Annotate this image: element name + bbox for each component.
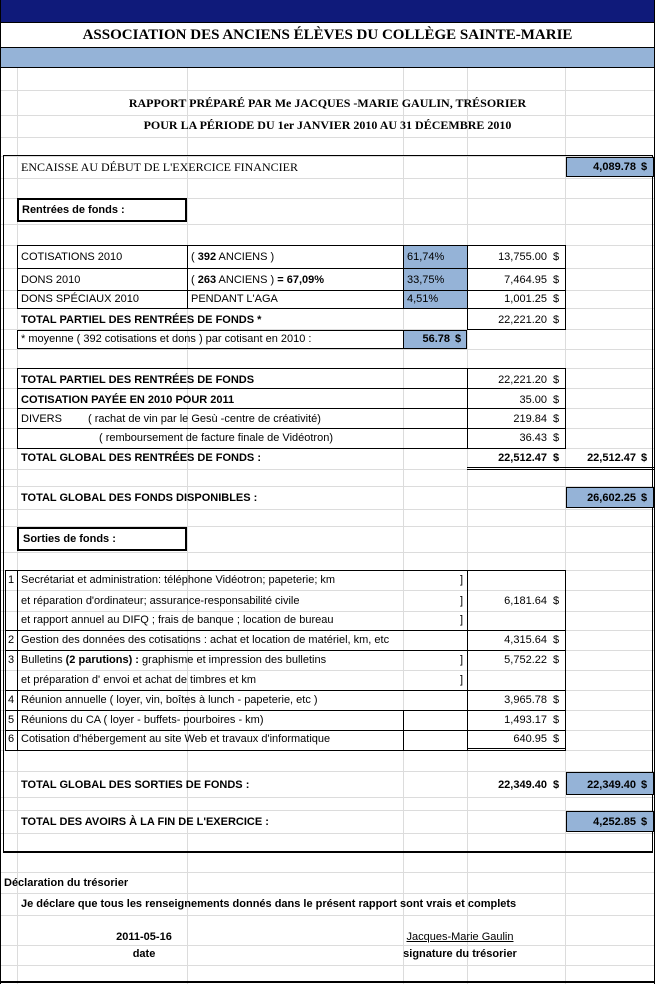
report-line-2: POUR LA PÉRIODE DU 1er JANVIER 2010 AU 31 DÉCEMBRE 2010 [143,118,512,132]
income-currency: $ [553,293,560,305]
expense-amount: 6,181.64 [504,595,547,607]
expense-text: et préparation d' envoi et achat de timbres et km [21,674,257,686]
income-label: DONS 2010 [21,274,81,286]
expense-number: 2 [8,634,15,646]
expense-number: 6 [8,733,15,745]
declaration-date-label: date [132,948,156,960]
available-label: TOTAL GLOBAL DES FONDS DISPONIBLES : [21,492,258,504]
expense-amount: 3,965.78 [504,694,547,706]
expense-text: et réparation d'ordinateur; assurance-responsabilité civile [21,595,300,607]
detail-pre: PENDANT L'AGA [191,293,278,305]
partial-total2-amount: 22,221.20 [498,374,547,386]
detail-bold: 392 [197,251,217,263]
income-global-currency: $ [553,452,560,464]
partial-total-amount: 22,221.20 [498,314,547,326]
income-detail [191,251,274,263]
income-global-label: TOTAL GLOBAL DES RENTRÉES DE FONDS : [21,452,261,464]
average-label: * moyenne ( 392 cotisations et dons ) par cotisant en 2010 : [21,333,312,345]
declaration-date: 2011-05-16 [116,931,172,943]
expense-bracket: ] [460,595,464,607]
expense-currency: $ [553,595,560,607]
expense-text: Gestion des données des cotisations : achat et location de matériel, km, etc [21,634,390,646]
cotisation-amount: 35.00 [519,394,547,406]
expense-amount: 4,315.64 [504,634,547,646]
expense-text: et rapport annuel au DIFQ ; frais de banque ; location de bureau [21,614,334,626]
expense-bracket: ] [460,574,464,586]
partial-total2-currency: $ [553,374,560,386]
expense-amount: 5,752.22 [504,654,547,666]
opening-amount: 4,089.78 [593,161,636,173]
expense-global-label: TOTAL GLOBAL DES SORTIES DE FONDS : [21,779,250,791]
divers-amount-2: 36.43 [519,432,547,444]
opening-label: ENCAISSE AU DÉBUT DE L'EXERCICE FINANCIER [21,160,298,174]
expense-bracket: ] [460,674,464,686]
income-global-amount: 22,512.47 [498,452,547,464]
expense-text: Réunions du CA ( loyer - buffets- pourboires - km) [21,714,264,726]
expense-text-pre: Bulletins [21,654,66,666]
expense-text: Cotisation d'hébergement au site Web et travaux d'informatique [21,733,331,745]
detail-extra: = 67,09% [274,274,325,286]
income-detail [191,274,324,286]
expense-global-currency-right: $ [641,779,648,791]
expense-currency: $ [553,654,560,666]
partial-total-currency: $ [553,314,560,326]
closing-currency: $ [641,816,648,828]
divers-amount-1: 219.84 [513,413,547,425]
available-amount: 26,602.25 [587,492,636,504]
opening-currency: $ [641,161,648,173]
available-currency: $ [641,492,648,504]
income-pct: 33,75% [407,274,445,286]
signature-label: signature du trésorier [403,948,517,960]
income-amount: 1,001.25 [504,293,547,305]
expense-amount: 1,493.17 [504,714,547,726]
expense-text: Réunion annuelle ( loyer, vin, boîtes à lunch - papeterie, etc ) [21,694,318,706]
income-label: DONS SPÉCIAUX 2010 [21,293,139,305]
report-line-1: RAPPORT PRÉPARÉ PAR Me JACQUES -MARIE GAULIN, TRÉSORIER [128,96,527,110]
expense-currency: $ [553,714,560,726]
expense-bracket: ] [460,654,464,666]
expense-currency: $ [553,634,560,646]
income-global-currency-right: $ [641,452,648,464]
detail-pre: ( [191,274,198,286]
detail-pre: ( [191,251,198,263]
expense-number: 1 [8,574,15,586]
declaration-title: Déclaration du trésorier [4,877,129,889]
left-border [0,0,1,984]
average-currency: $ [455,333,462,345]
expense-number: 4 [8,694,15,706]
partial-total2-label: TOTAL PARTIEL DES RENTRÉES DE FONDS [21,374,255,386]
income-currency: $ [553,274,560,286]
expense-global-currency: $ [553,779,560,791]
expense-text [21,654,326,666]
light-blue-band [0,48,655,68]
expense-amount: 640.95 [513,733,547,745]
income-currency: $ [553,251,560,263]
cotisation-currency: $ [553,394,560,406]
expense-text-rest: graphisme et impression des bulletins [138,654,327,666]
income-amount: 7,464.95 [504,274,547,286]
declaration-text: Je déclare que tous les renseignements donnés dans le présent rapport sont vrais et complets [21,898,517,910]
bottom-border [0,981,655,983]
divers-currency-2: $ [553,432,560,444]
partial-total-label: TOTAL PARTIEL DES RENTRÉES DE FONDS * [21,314,262,326]
expense-number: 5 [8,714,15,726]
income-amount: 13,755.00 [498,251,547,263]
income-section-label: Rentrées de fonds : [22,204,125,216]
page-title: ASSOCIATION DES ANCIENS ÉLÈVES DU COLLÈGE SAINTE-MARIE [82,27,573,43]
divers-detail-1: ( rachat de vin par le Gesù -centre de créativité) [88,413,321,425]
expense-global-amount: 22,349.40 [498,779,547,791]
signature-name: Jacques-Marie Gaulin [406,931,514,943]
detail-post: ANCIENS ) [216,251,275,263]
income-pct: 61,74% [407,251,445,263]
expense-bracket: ] [460,614,464,626]
divers-currency-1: $ [553,413,560,425]
navy-header-bar [0,0,655,22]
average-amount: 56.78 [422,333,450,345]
income-label: COTISATIONS 2010 [21,251,123,263]
income-detail [191,293,278,305]
expense-text-bold: (2 parutions) : [65,654,139,666]
divers-label: DIVERS [21,413,62,425]
detail-bold: 263 [197,274,217,286]
income-pct: 4,51% [407,293,439,305]
expense-global-amount-right: 22,349.40 [587,779,636,791]
closing-label: TOTAL DES AVOIRS À LA FIN DE L'EXERCICE : [21,816,269,828]
expense-currency: $ [553,694,560,706]
expense-text: Secrétariat et administration: téléphone Vidéotron; papeterie; km [21,574,336,586]
detail-post: ANCIENS ) [216,274,275,286]
divers-detail-2: ( remboursement de facture finale de Vidéotron) [99,432,333,444]
expense-section-label: Sorties de fonds : [23,533,116,545]
cotisation-label: COTISATION PAYÉE EN 2010 POUR 2011 [21,394,235,406]
expense-number: 3 [8,654,15,666]
expense-currency: $ [553,733,560,745]
closing-amount: 4,252.85 [593,816,636,828]
income-global-amount-right: 22,512.47 [587,452,636,464]
